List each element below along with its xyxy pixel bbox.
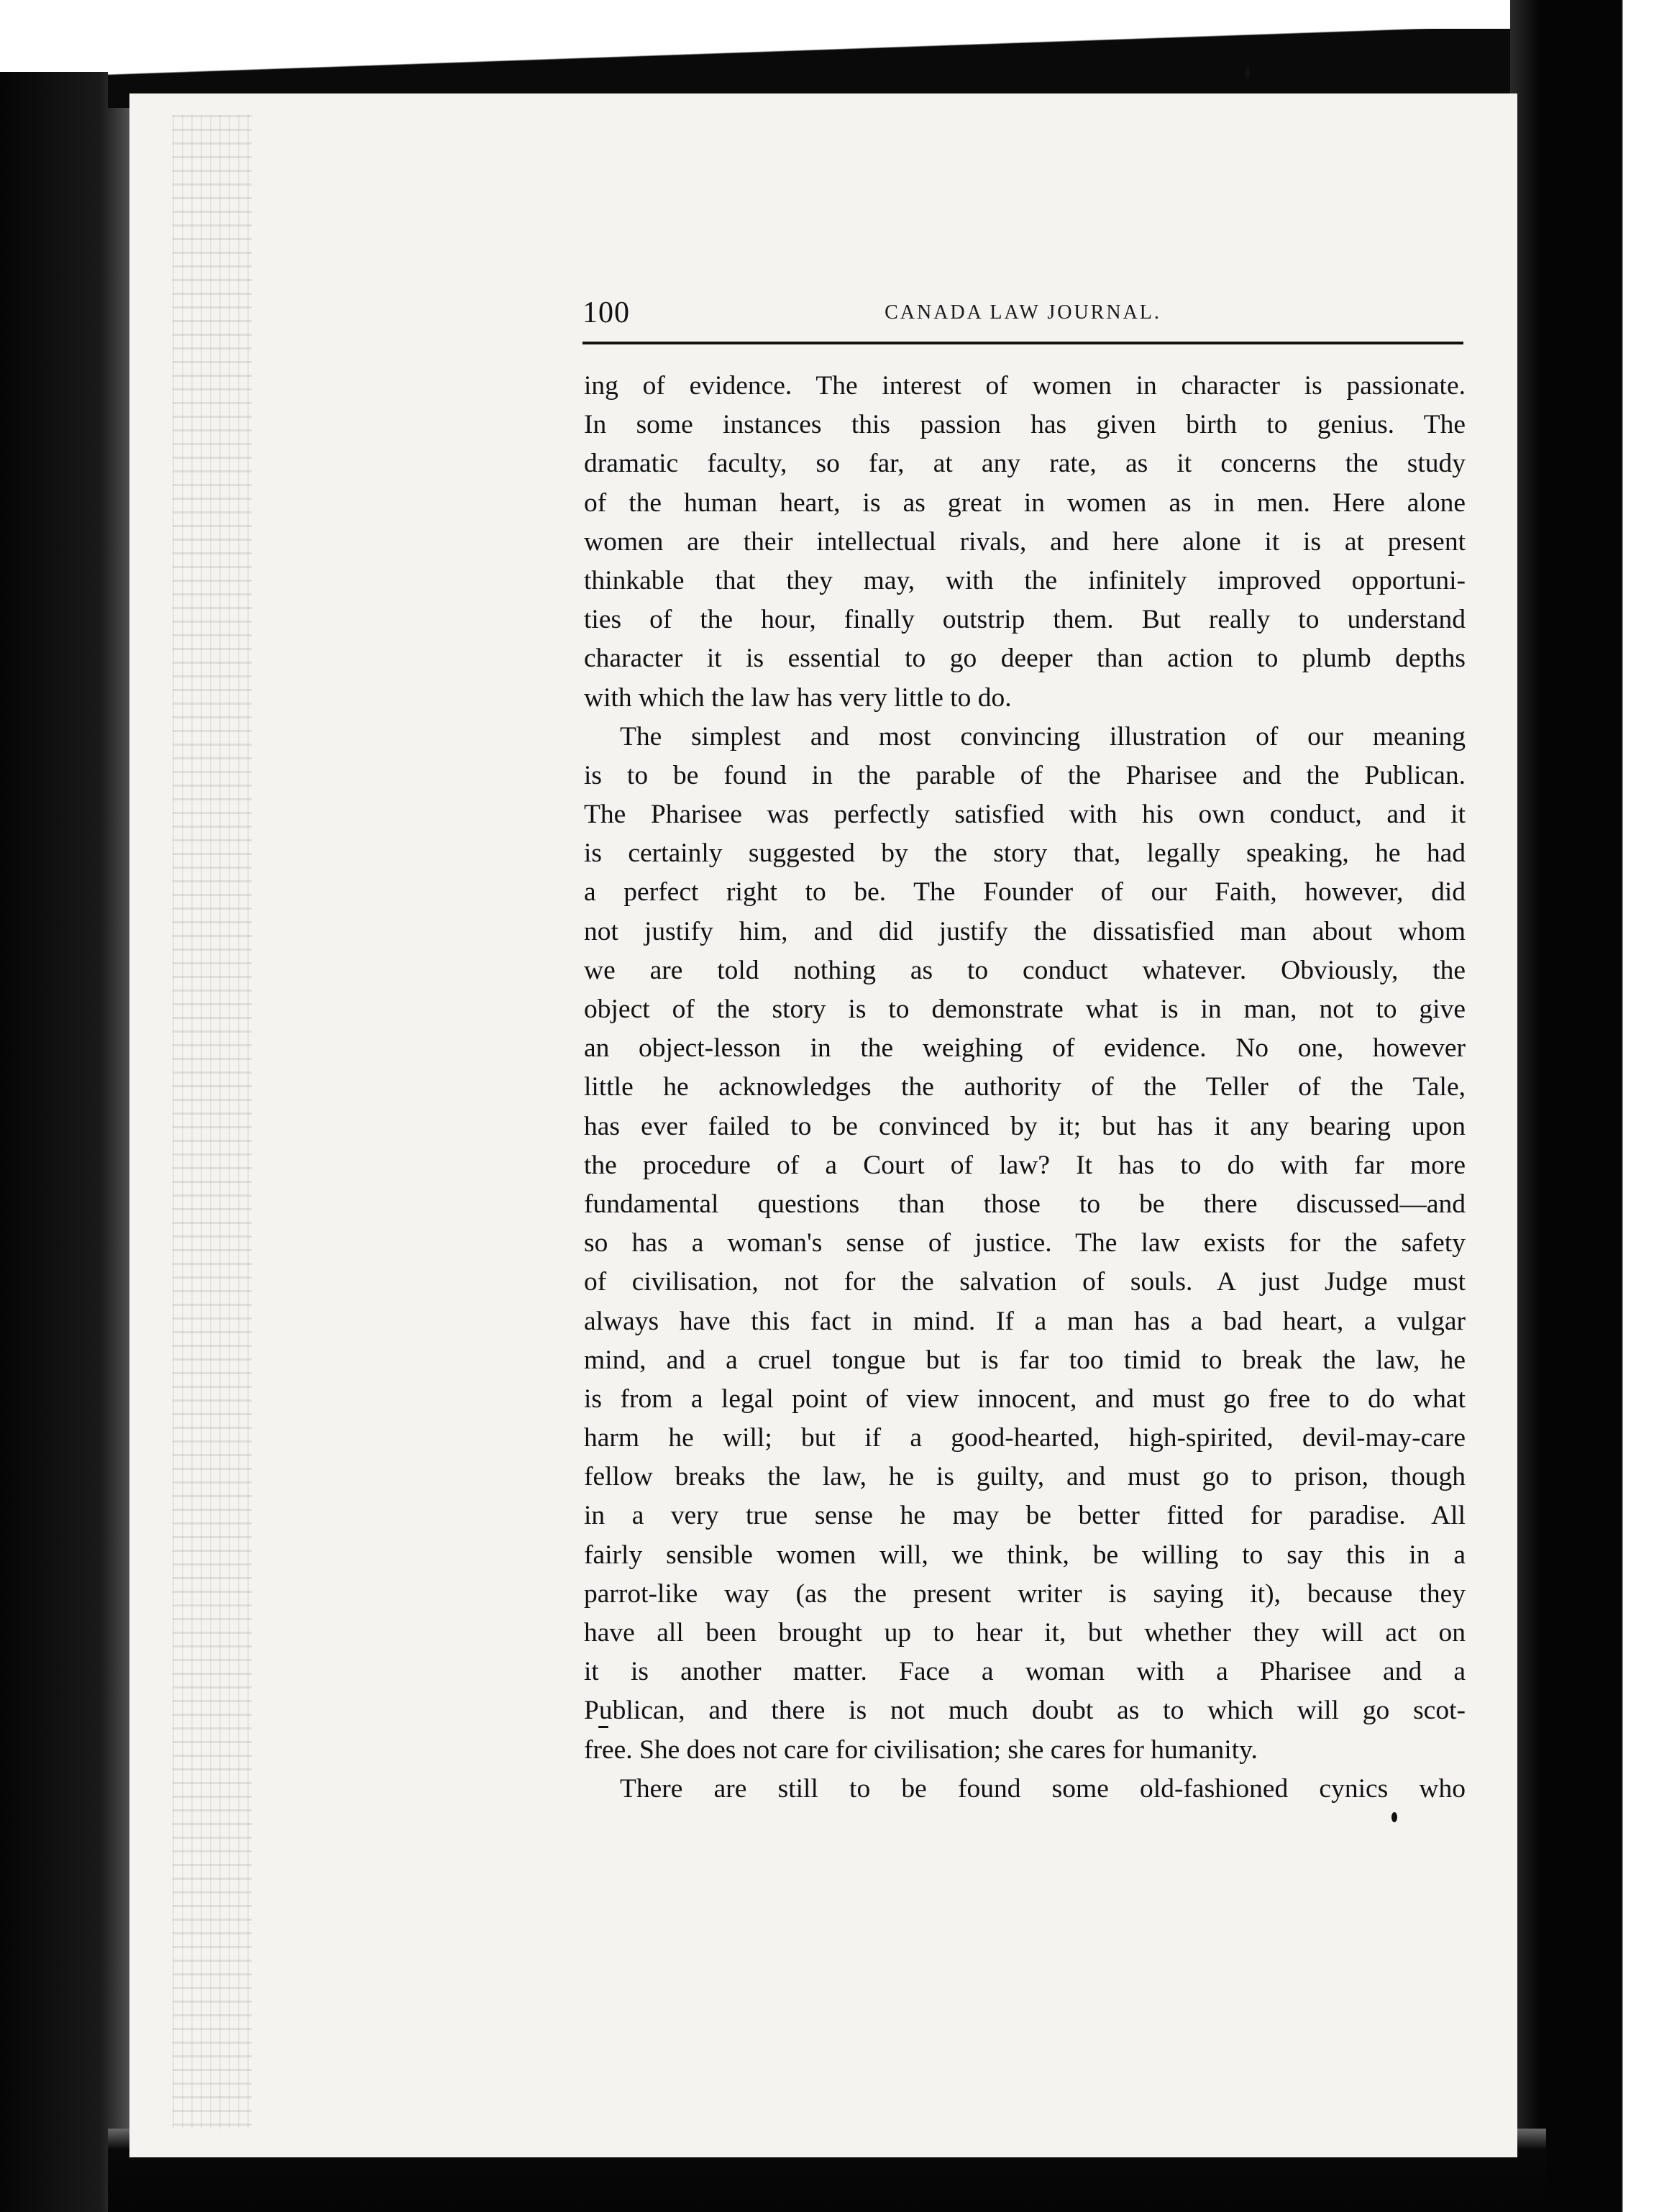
text-line: is to be found in the parable of the Pharisee and the Publican. — [584, 760, 1466, 790]
ink-speck — [1391, 1812, 1397, 1822]
text-line: In some instances this passion has given birth to genius. The — [584, 410, 1466, 440]
body-text — [584, 367, 1466, 1809]
scan-edge-right — [1510, 0, 1659, 2212]
text-line: thinkable that they may, with the infinitely improved opportuni- — [584, 565, 1466, 595]
text-line: parrot-like way (as the present writer is saying it), because they — [584, 1578, 1466, 1609]
text-line: so has a woman's sense of justice. The law exists for the safety — [584, 1228, 1466, 1258]
text-line: it is another matter. Face a woman with a Pharisee and a — [584, 1657, 1466, 1687]
text-line: ties of the hour, finally outstrip them. But really to understand — [584, 605, 1466, 635]
text-line: with which the law has very little to do. — [584, 682, 1012, 713]
text-line: object of the story is to demonstrate what is in man, not to give — [584, 995, 1466, 1024]
paragraph-start-line: The simplest and most convincing illustration of our meaning — [620, 721, 1466, 751]
text-line: ing of evidence. The interest of women in character is passionate. — [584, 371, 1466, 401]
text-line: dramatic faculty, so far, at any rate, as it concerns the study — [584, 449, 1466, 479]
text-line: is certainly suggested by the story that, legally speaking, he had — [584, 838, 1466, 869]
text-line: mind, and a cruel tongue but is far too timid to break the law, he — [584, 1345, 1466, 1375]
page-header — [582, 291, 1463, 344]
text-line: a perfect right to be. The Founder of our Faith, however, did — [584, 877, 1466, 908]
text-line: fairly sensible women will, we think, be willing to say this in a — [584, 1540, 1466, 1570]
text-line: an object-lesson in the weighing of evidence. No one, however — [584, 1033, 1466, 1064]
text-line: in a very true sense he may be better fitted for paradise. All — [584, 1501, 1466, 1531]
page-number: 100 — [582, 296, 630, 329]
text-line: Publican, and there is not much doubt as to which will go scot- — [584, 1696, 1466, 1726]
text-line: women are their intellectual rivals, and here alone it is at present — [584, 526, 1466, 557]
text-line: always have this fact in mind. If a man has a bad heart, a vulgar — [584, 1306, 1466, 1336]
binding-noise — [173, 115, 252, 2129]
text-line: fellow breaks the law, he is guilty, and must go to prison, though — [584, 1462, 1466, 1492]
text-line: fundamental questions than those to be there discussed—and — [584, 1189, 1466, 1219]
paragraph-start-line: There are still to be found some old-fashioned cynics who — [620, 1773, 1466, 1804]
text-line: of the human heart, is as great in women as in men. Here alone — [584, 488, 1466, 518]
text-line: of civilisation, not for the salvation of souls. A just Judge must — [584, 1267, 1466, 1297]
text-line: character it is essential to go deeper than action to plumb depths — [584, 644, 1466, 674]
text-line: little he acknowledges the authority of the Teller of the Tale, — [584, 1072, 1466, 1102]
text-line: the procedure of a Court of law? It has to do with far more — [584, 1150, 1466, 1180]
text-line: free. She does not care for civilisation; she cares for humanity. — [584, 1735, 1258, 1765]
text-line: we are told nothing as to conduct whatever. Obviously, the — [584, 955, 1466, 985]
ink-speck — [1246, 66, 1250, 79]
running-title: CANADA LAW JOURNAL. — [885, 301, 1161, 324]
text-line: have all been brought up to hear it, but whether they will act on — [584, 1618, 1466, 1647]
text-line: harm he will; but if a good-hearted, high-spirited, devil-may-care — [584, 1423, 1466, 1453]
text-line: not justify him, and did justify the dissatisfied man about whom — [584, 916, 1466, 946]
text-line: has ever failed to be convinced by it; but has it any bearing upon — [584, 1111, 1466, 1141]
scan-edge-top — [0, 0, 1659, 29]
text-line: The Pharisee was perfectly satisfied with his own conduct, and it — [584, 800, 1466, 830]
text-line: is from a legal point of view innocent, and must go free to do what — [584, 1384, 1466, 1414]
scan-edge-left — [0, 72, 144, 2212]
